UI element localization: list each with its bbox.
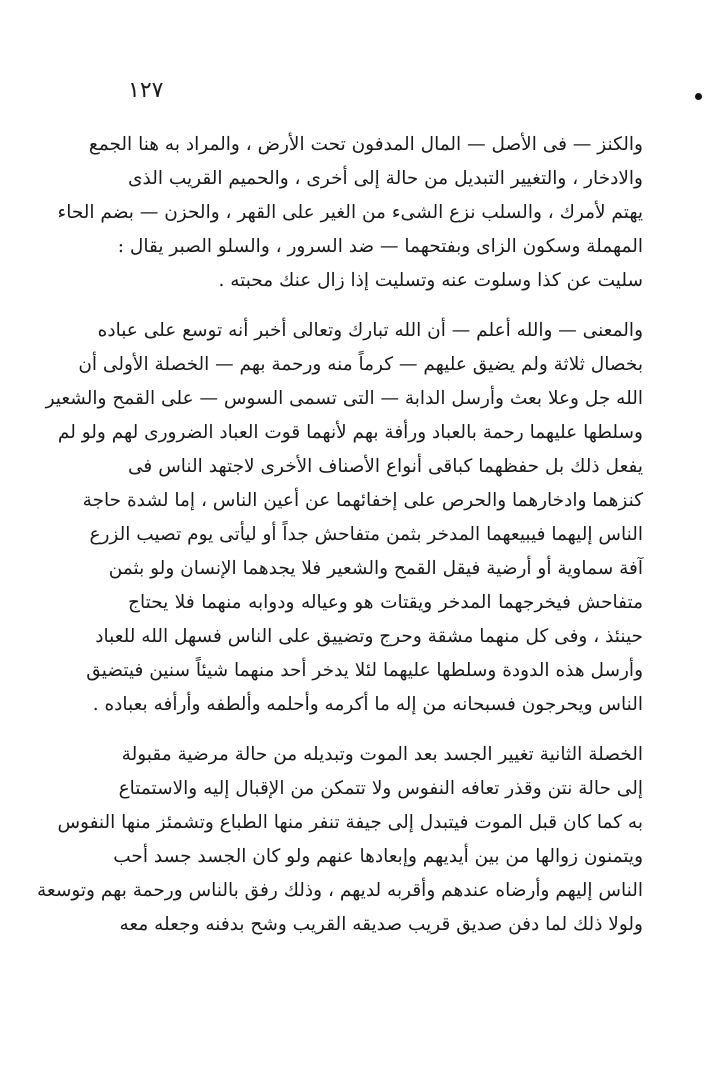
text-line: متفاحش فيخرجهما المدخر ويقتات هو وعياله ودوابه منهما فلا يحتاج (128, 592, 643, 613)
text-line: آفة سماوية أو أرضية فيقل القمح والشعير فلا يجدهما الإنسان ولو بثمن (108, 558, 643, 579)
text-line: المهملة وسكون الزاى وبفتحهما — ضد السرور ، والسلو الصبر يقال : (117, 236, 643, 257)
page-number: ١٢٧ (128, 78, 164, 103)
text-line: والمعنى — والله أعلم — أن الله تبارك وتعالى أخبر أنه توسع على عباده (97, 320, 643, 341)
margin-dot (695, 93, 702, 100)
page-body (36, 128, 643, 942)
text-line: وأرسل هذه الدودة وسلطها عليهما لئلا يدخر أحد منهما شيئاً سنين فيتضيق (86, 660, 643, 681)
text-line: بخصال ثلاثة ولم يضيق عليهم — كرماً منه ورحمة بهم — الخصلة الأولى أن (78, 354, 643, 375)
text-line: به كما كان قبل الموت فيتبدل إلى جيفة تنفر منها الطباع وتشمئز منها النفوس (57, 812, 643, 833)
text-line: حينئذ ، وفى كل منهما مشقة وحرج وتضييق على الناس فسهل الله للعباد (95, 626, 643, 647)
text-line: الناس إليهما فيبيعهما المدخر بثمن متفاحش جداً أو ليأتى يوم تصيب الزرع (89, 524, 643, 545)
text-line: سليت عن كذا وسلوت عنه وتسليت إذا زال عنك محبته . (218, 270, 643, 291)
text-line: الخصلة الثانية تغيير الجسد بعد الموت وتبديله من حالة مرضية مقبولة (121, 744, 643, 765)
text-line: ويتمنون زوالها من بين أيديهم وإبعادها عنهم ولو كان الجسد جسد أحب (113, 846, 643, 867)
text-line: ولولا ذلك لما دفن صديق قريب صديقه القريب وشح بدفنه وجعله معه (119, 914, 643, 935)
text-line: والادخار ، والتغيير التبديل من حالة إلى أخرى ، والحميم القريب الذى (128, 168, 643, 189)
text-line: الله جل وعلا بعث وأرسل الدابة — التى تسمى السوس — على القمح والشعير (45, 388, 643, 409)
text-line: والكنز — فى الأصل — المال المدفون تحت الأرض ، والمراد به هنا الجمع (88, 134, 643, 155)
text-line: الناس ويحرجون فسبحانه من إله ما أكرمه وأحلمه وألطفه وأرأفه بعباده . (92, 694, 643, 715)
text-line: يفعل ذلك بل حفظهما كباقى أنواع الأصناف الأخرى لاجتهد الناس فى (128, 456, 643, 477)
paragraph-second-trait (36, 738, 643, 942)
paragraph-meaning (45, 314, 643, 722)
text-line: الناس إليهم وأرضاه عندهم وأقربه لديهم ، وذلك رفق بالناس ورحمة بهم وتوسعة (36, 880, 643, 901)
text-line: وسلطها عليهما رحمة بالعباد ورأفة بهم لأنهما قوت العباد الضرورى لهم ولو لم (57, 422, 643, 443)
paragraph-definitions (57, 128, 643, 298)
text-line: إلى حالة نتن وقذر تعافه النفوس ولا تتمكن من الإقبال إليه والاستمتاع (118, 778, 643, 799)
text-line: كنزهما وادخارهما والحرص على إخفائهما عن أعين الناس ، إما لشدة حاجة (82, 490, 643, 511)
text-line: يهتم لأمرك ، والسلب نزع الشىء من الغير على القهر ، والحزن — بضم الحاء (57, 202, 643, 223)
